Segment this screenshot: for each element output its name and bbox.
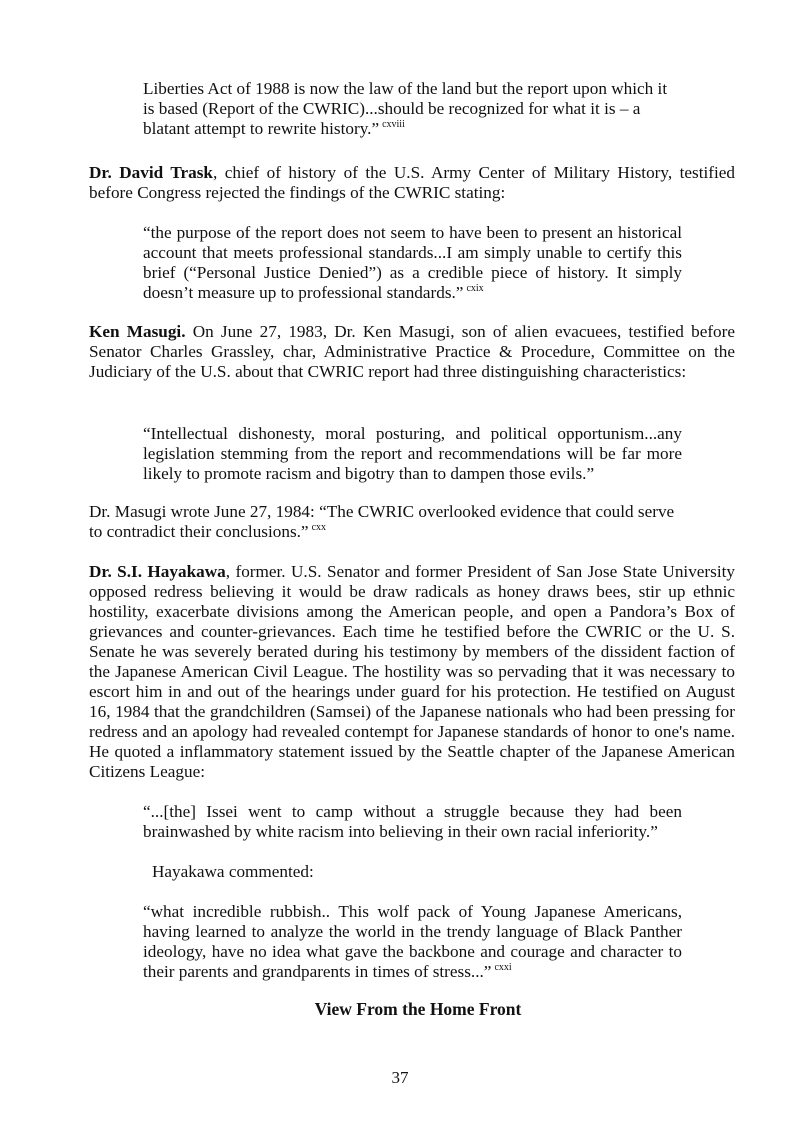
- person-name: Dr. David Trask: [89, 163, 213, 182]
- masugi-paragraph: Ken Masugi. On June 27, 1983, Dr. Ken Masugi, son of alien evacuees, testified before Senator Charles Grassley, char, Administrative Practice & Procedure, Committee on the Judiciary of the U.S. about that CWRIC report had three distinguishing characteristics:: [89, 322, 735, 381]
- endnote-marker: cxviii: [382, 119, 405, 130]
- trask-paragraph: Dr. David Trask, chief of history of the U.S. Army Center of Military History, testified before Congress rejected the findings of the CWRIC stating:: [89, 163, 735, 202]
- person-name: Ken Masugi.: [89, 322, 186, 341]
- hayakawa-quote: “what incredible rubbish.. This wolf pack of Young Japanese Americans, having learned to analyze the world in the trendy language of Black Panther ideology, have no idea what gave the backbone and courage and character to their parents and grandparents in times of stress...” $^{cxxi}$: [143, 902, 682, 981]
- hayakawa-commented: Hayakawa commented:: [152, 862, 314, 881]
- page-number: 37: [391, 1068, 409, 1087]
- jacl-quote: “...[the] Issei went to camp without a struggle because they had been brainwashed by white racism into believing in their own racial inferiority.”: [143, 802, 682, 841]
- section-heading: View From the Home Front: [314, 999, 522, 1019]
- intro-quote: Liberties Act of 1988 is now the law of the land but the report upon which it is based (Report of the CWRIC)...should be recognized for what it is – a blatant attempt to rewrite history.” $^{cxviii}$: [143, 79, 668, 138]
- endnote-marker: cxxi: [494, 962, 512, 973]
- person-name: Dr. S.I. Hayakawa: [89, 562, 226, 581]
- endnote-marker: cxx: [311, 522, 327, 533]
- endnote-marker: cxix: [466, 283, 484, 294]
- hayakawa-paragraph: Dr. S.I. Hayakawa, former. U.S. Senator and former President of San Jose State University opposed redress believing it would be draw radicals as honey draws bees, stir up ethnic hostility, exacerbate divisions among the American people, and open a Pandora’s Box of grievances and counter-grievances. Each time he testified before the CWRIC or the U. S. Senate he was severely berated during his testimony by members of the dissident faction of the Japanese American Civil League. The hostility was so pervading that it was necessary to escort him in and out of the hearings under guard for his protection. He testified on August 16, 1984 that the grandchildren (Samsei) of the Japanese nationals who had been pressing for redress and an apology had revealed contempt for Japanese standards of honor to one's name. He quoted a inflammatory statement issued by the Seattle chapter of the Japanese American Citizens League:: [89, 562, 735, 781]
- masugi-quote: “Intellectual dishonesty, moral posturing, and political opportunism...any legislation stemming from the report and recommendations will be far more likely to promote racism and bigotry than to dampen those evils.”: [143, 424, 682, 483]
- trask-quote: “the purpose of the report does not seem to have been to present an historical account that meets professional standards...I am simply unable to certify this brief (“Personal Justice Denied”) as a credible piece of history. It simply doesn’t measure up to professional standards.” $^{cxix}$: [143, 223, 682, 302]
- masugi-wrote-paragraph: Dr. Masugi wrote June 27, 1984: “The CWRIC overlooked evidence that could serve to contradict their conclusions.” $^{cxx}$: [89, 502, 675, 541]
